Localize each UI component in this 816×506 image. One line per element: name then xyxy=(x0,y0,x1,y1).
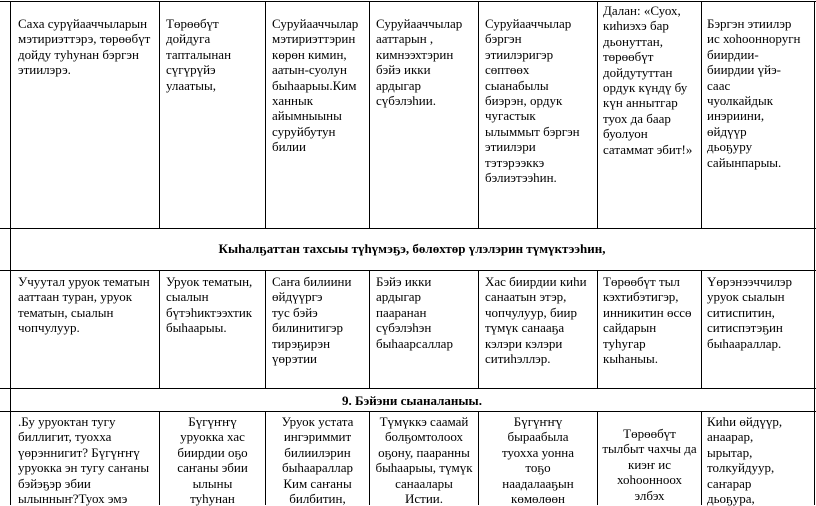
table-cell: Суруйааччылар мэтириэттэрин көрөн кимин, аатын-суолун быһаарыы.Ким ханнык айымныыны суруйбутун билии xyxy=(272,16,359,155)
table-cell: Суруйааччылар ааттарын , кимнээхтэрин бэйэ икки ардыгар сүбэлэһии. xyxy=(376,16,463,109)
table-cell: Саҥа билиини өйдүүргэ тус бэйэ билинитигэр тирэҕирэн үөрэтии xyxy=(272,274,352,367)
column-rule xyxy=(478,270,479,388)
table-cell: Учуутал уруок тематын ааттаан туран, уруок тематын, сыалын чопчулуур. xyxy=(18,274,150,336)
table-cell: Төрөөбүт дойдуга тапталынан сүгүрүйэ улаатыы, xyxy=(166,16,232,93)
table-rule xyxy=(0,388,816,389)
table-cell: Түмүккэ саамай болҕомтолоох оҕону, пааранны быһаарыы, түмүк санаалары Истии. xyxy=(375,414,473,506)
column-rule xyxy=(159,270,160,388)
table-rule xyxy=(0,411,816,412)
table-cell: Төрөөбүт тыл кэхтибэтигэр, инникитин өссө сайдарын туһугар кыһаныы. xyxy=(603,274,692,367)
section-title: 9. Бэйэни сыаналаныы. xyxy=(342,393,482,408)
column-rule xyxy=(159,1,160,228)
table-cell: Бэйэ икки ардыгар пааранан сүбэлэһэн быһаарсаллар xyxy=(376,274,453,351)
column-rule xyxy=(478,1,479,228)
table-cell: Киһи өйдүүр, анаарар, ырытар, толкуйдуур, саҥарар дьоҕура, xyxy=(707,414,783,506)
column-rule xyxy=(597,1,598,228)
table-cell: Далан: «Суох, киһиэхэ бар дьонуттан, төрөөбүт дойдутуттан ордук күндү бу күн аннытгар туох да баар буолуон сатаммат эбит!» xyxy=(603,3,693,157)
table-rule xyxy=(0,1,816,2)
column-rule xyxy=(265,1,266,228)
column-rule xyxy=(701,270,702,388)
table-cell: Бүгүҥҥү быраабыла туохха уонна тоҕо наадалааҕын көмөлөөн xyxy=(501,414,575,506)
table-cell: .Бу уруоктан тугу биллигит, туохха үөрэннигит? Бүгүҥҥү уруокка эн тугу саҥаны бэйэҕэр эбии ылынныҥ?Туох эмэ xyxy=(18,414,150,506)
table-cell: Уруок устата ингэриммит билиилэрин быһаараллар Ким саҥаны билбитин, xyxy=(281,414,354,506)
table-cell: Суруйааччылар бэргэн этиилэригэр сөптөөх сыанабылы биэрэн, ордук чугастык ылыммыт бэргэн этиилэри тэтэрээккэ бэлиэтээһин. xyxy=(485,16,580,186)
column-rule xyxy=(597,270,598,388)
column-rule xyxy=(369,270,370,388)
column-rule xyxy=(265,270,266,388)
table-cell: Үөрэнээччилэр уруок сыалын ситиспитин, ситиспэтэҕин быһаараллар. xyxy=(707,274,793,351)
table-cell: Төрөөбүт тылбыт чахчы да киэҥ ис хоһоонноох элбэх xyxy=(602,426,697,503)
section-title: Кыһалҕаттан тахсыы түһүмэҕэ, бөлөхтөр үлэлэрин түмүктээһин, xyxy=(218,241,606,256)
table-cell: Бүгүҥҥү уруокка хас биирдии оҕо саҥаны эбии ылыны туһунан xyxy=(177,414,248,506)
column-rule xyxy=(369,1,370,228)
table-rule xyxy=(814,1,815,505)
table-cell: Хас биирдии киһи санаатын этэр, чопчулуур, биир түмүк санааҕа кэлэри кэлэри ситиһэллэр. xyxy=(485,274,587,367)
table-cell: Уруок тематын, сыалын бүтэһиктээхтик быһаарыы. xyxy=(166,274,253,336)
table-cell: Саха сурүйааччыларын мэтириэттэрэ, төрөөбүт дойду туһунан бэргэн этиилэрэ. xyxy=(18,16,151,78)
column-rule xyxy=(701,411,702,505)
table-cell: Бэргэн этиилэр ис хоһоонноругн биирдии- биирдии үйэ- саас чуолкайдык инэриини, өйдүүр дьоҕуру сайынпарыы. xyxy=(707,16,801,170)
table-rule xyxy=(0,270,816,271)
column-rule xyxy=(701,1,702,228)
table-rule xyxy=(0,228,816,229)
